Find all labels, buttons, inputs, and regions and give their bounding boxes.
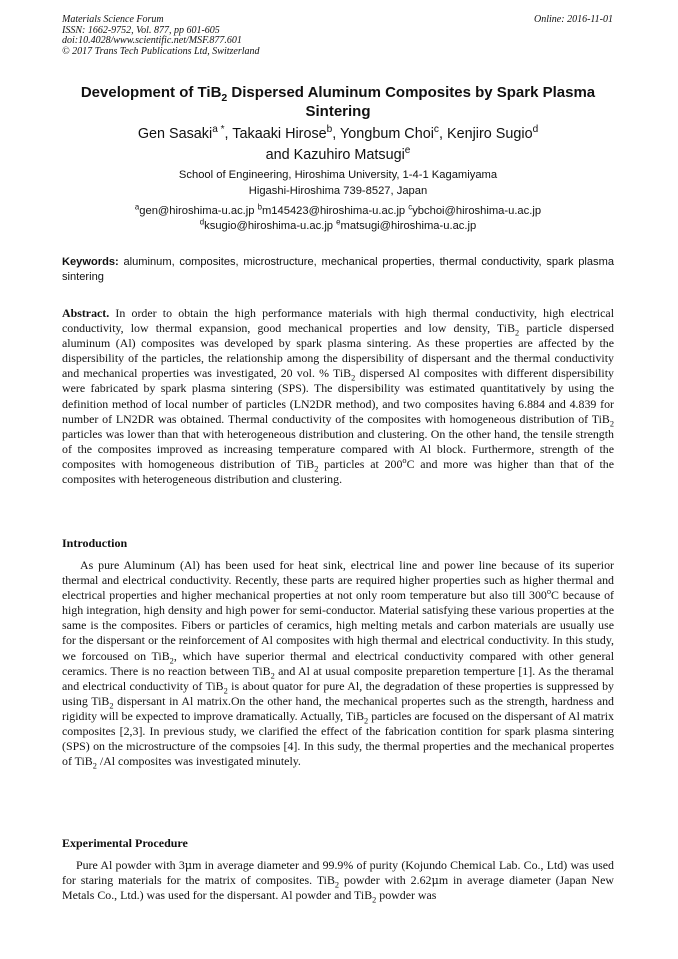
email-list: $^a$gen@hiroshima-u.ac.jp $^b$m145423@hiroshima-u.ac.jp $^c$ybchoi@hiroshima-u.ac.jp $^d$ksugio@hiroshima-u.ac.jp $^e$matsugi@hiroshima-u.ac.jp — [134, 202, 542, 232]
keywords: Keywords: aluminum, composites, microstructure, mechanical properties, thermal conductivity, spark plasma sintering — [62, 256, 614, 283]
keywords-label: Keywords: — [62, 256, 119, 268]
abstract: Abstract. In order to obtain the high performance materials with high thermal conductivity, high electrical conductivity, low thermal expansion, good mechanical properties and low density, TiB$_2$ particle dispersed aluminum (Al) composites was developed by spark plasma sintering. As these properties are affected by the dispersibility of the particles, the relationship among the dispersibility of dispersant and the thermal conductivity and mechanical properties was investigated, 20 vol. % TiB$_2$ dispersed Al composites with different dispersibility were fabricated by spark plasma sintering (SPS). The dispersibility was estimated quantitatively by using the definition method of local number of particles (LN2DR method), and two composites having 6.884 and 4.839 for number of LN2DR was obtained. Thermal conductivity of the composites with homogeneous distribution of TiB$_2$ particles was lower than that with heterogeneous distribution and clustering. On the other hand, the tensile strength of the composites improved as increasing temperature compared with Al block. Furthermore, strength of the composites with homogeneous distribution of TiB$_2$ particles at 200$^o$C and more was higher than that of the composites with heterogeneous distribution and clustering. — [62, 306, 614, 487]
author-name: Kenjiro Sugio — [446, 126, 533, 142]
author-mark: e — [404, 145, 411, 157]
doi-line[interactable]: doi:10.4028/www.scientific.net/MSF.877.601 — [62, 35, 242, 47]
author-name: Kazuhiro Matsugi — [293, 147, 405, 163]
email-link[interactable]: gen@hiroshima-u.ac.jp — [139, 205, 255, 217]
author-mark: d — [532, 124, 539, 136]
author-mark: a * — [212, 124, 225, 136]
experimental-paragraph: Pure Al powder with 3μm in average diameter and 99.9% of purity (Kojundo Chemical Lab. Co., Ltd) was used for staring materials for the matrix of composites. TiB$_2$ powder with 2.62μm in average diameter (Japan New Metals Co., Ltd.) was used for the dispersant. Al powder and TiB$_2$ powder was — [62, 858, 615, 905]
author-mark: b — [326, 124, 333, 136]
issn-line: ISSN: 1662-9752, Vol. 877, pp 601-605 — [62, 24, 220, 36]
author-name: Takaaki Hirose — [232, 126, 327, 142]
author-mark: c — [433, 124, 439, 136]
paper-title: Development of TiB$_2$ Dispersed Aluminum Composites by Spark Plasma Sintering — [80, 84, 596, 120]
online-date: Online: 2016-11-01 — [534, 14, 613, 25]
email-link[interactable]: matsugi@hiroshima-u.ac.jp — [340, 219, 477, 232]
affiliation: School of Engineering, Hiroshima University, 1-4-1 Kagamiyama Higashi-Hiroshima 739-8527, Japan — [178, 169, 498, 197]
author-list: Gen Sasaki$^{a *}$, Takaaki Hirose$^b$, Yongbum Choi$^c$, Kenjiro Sugio$^d$ and Kazuhiro Matsugi$^e$ — [137, 124, 539, 163]
copyright-line: © 2017 Trans Tech Publications Ltd, Switzerland — [62, 45, 260, 57]
introduction-paragraph: As pure Aluminum (Al) has been used for heat sink, electrical line and power line because of its superior thermal and electrical conductivity. Recently, these parts are required higher properties such as higher thermal and electrical properties and higher mechanical properties at not only room temperature but also till 300$^o$C because of high integration, high density and high power for semi-conductor. Material satisfying these various properties at the same is the composites. Fibers or particles of ceramics, high melting metals and carbon materials are usually use for the dispersant or the reinforcement of Al composites with high thermal and electrical conductivity. In this study, we forcoused on TiB$_2$, which have superior thermal and electrical conductivity compared with other general ceramics. There is no reaction between TiB$_2$ and Al at usual composite preparetion temperture [1]. As the theramal and electrical conductivity of TiB$_2$ is about quator for pure Al, the degradation of these properties is suppressed by using TiB$_2$ dispersant in Al matrix.On the other hand, the mechanical propertes such as the strength, hardness and rigidity will be expected to improve dramatically. Actually, TiB$_2$ particles are focused on the dispersant of Al matrix composites [2,3]. In previous study, we clarified the effect of the fabrication contition for spark plasma sintering (SPS) on the microstructure of the compsoies [4]. In this sudy, the thermal properties and the mechanical propertes of TiB$_2$ /Al composites was investigated minutely. — [62, 558, 615, 771]
author-name: Gen Sasaki — [137, 126, 213, 142]
abstract-label: Abstract. — [62, 306, 110, 320]
email-link[interactable]: m145423@hiroshima-u.ac.jp — [261, 205, 406, 217]
section-heading-experimental: Experimental Procedure — [62, 836, 188, 850]
journal-header — [62, 15, 260, 57]
email-link[interactable]: ksugio@hiroshima-u.ac.jp — [204, 219, 334, 232]
author-name: Yongbum Choi — [340, 126, 434, 142]
section-heading-introduction: Introduction — [62, 536, 128, 550]
journal-name: Materials Science Forum — [62, 14, 164, 25]
email-link[interactable]: ybchoi@hiroshima-u.ac.jp — [412, 205, 542, 217]
